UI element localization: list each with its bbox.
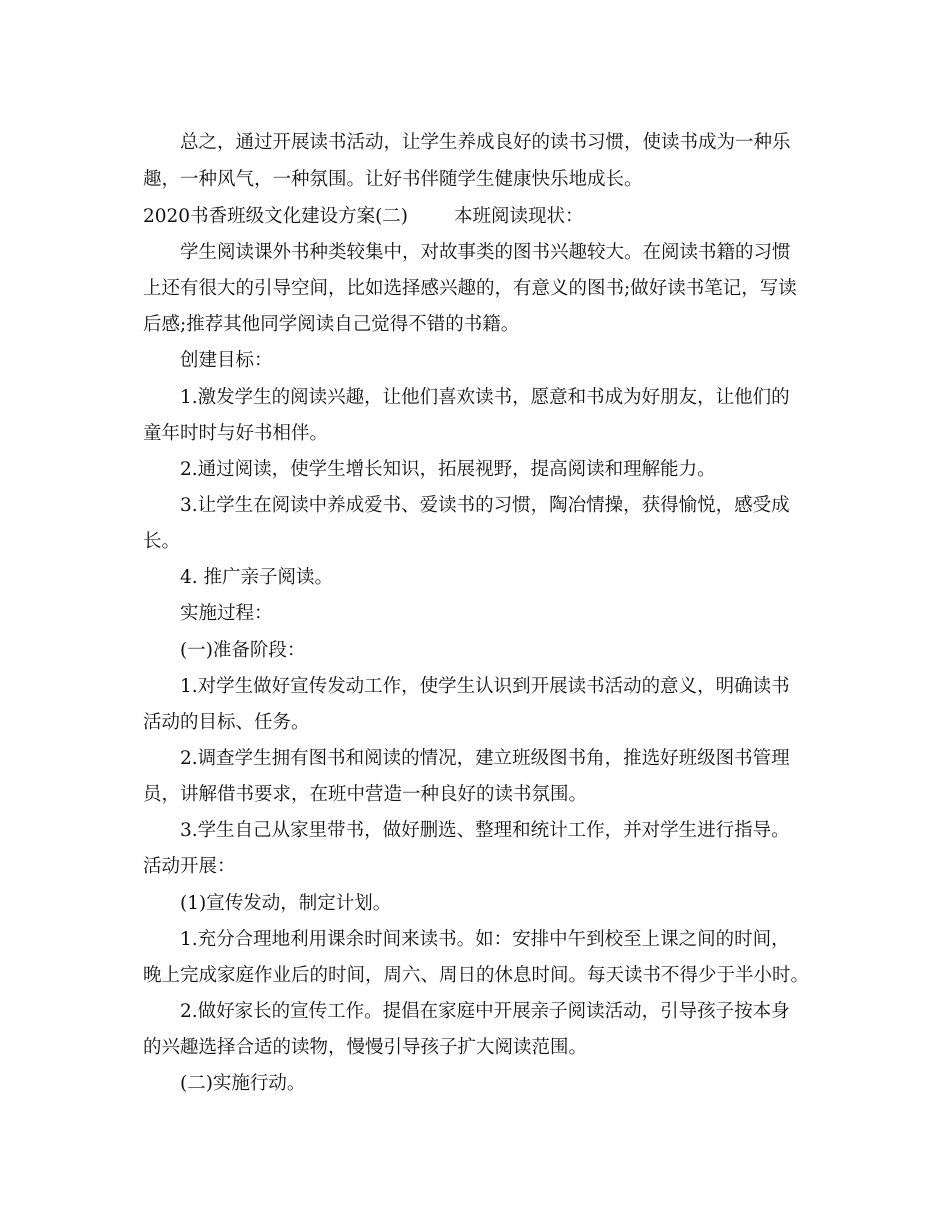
subsection-title: 本班阅读现状： xyxy=(454,206,584,227)
list-item-line: 2.调查学生拥有图书和阅读的情况，建立班级图书角，推选好班级图书管理 xyxy=(180,748,790,769)
heading-line: 实施过程： xyxy=(180,603,273,624)
paragraph-line: 总之，通过开展读书活动，让学生养成良好的读书习惯，使读书成为一种乐 xyxy=(180,132,791,153)
heading-line: 活动开展： xyxy=(143,856,236,877)
paragraph-line: 后感;推荐其他同学阅读自己觉得不错的书籍。 xyxy=(143,314,520,335)
heading-line: (一)准备阶段： xyxy=(180,640,306,661)
heading-line: (二)实施行动。 xyxy=(180,1073,306,1094)
list-item-line: 的兴趣选择合适的读物，慢慢引导孩子扩大阅读范围。 xyxy=(143,1037,588,1058)
list-item-line: 1.激发学生的阅读兴趣，让他们喜欢读书，愿意和书成为好朋友，让他们的 xyxy=(180,387,790,408)
paragraph-line: 上还有很大的引导空间，比如选择感兴趣的，有意义的图书;做好读书笔记，写读 xyxy=(143,278,797,299)
list-item-line: 长。 xyxy=(143,531,181,552)
list-item-line: 3.学生自己从家里带书，做好删选、整理和统计工作，并对学生进行指导。 xyxy=(180,820,790,841)
list-item-line: 3.让学生在阅读中养成爱书、爱读书的习惯，陶冶情操，获得愉悦，感受成 xyxy=(180,495,790,516)
section-heading-line xyxy=(143,205,584,229)
section-title: 2020书香班级文化建设方案(二) xyxy=(143,206,409,227)
paragraph-line: 学生阅读课外书种类较集中，对故事类的图书兴趣较大。在阅读书籍的习惯 xyxy=(180,242,791,263)
list-item-line: 2.通过阅读，使学生增长知识，拓展视野，提高阅读和理解能力。 xyxy=(180,459,716,480)
heading-line: (1)宣传发动，制定计划。 xyxy=(180,893,392,914)
paragraph-line: 趣，一种风气，一种氛围。让好书伴随学生健康快乐地成长。 xyxy=(143,169,643,190)
list-item-line: 2.做好家长的宣传工作。提倡在家庭中开展亲子阅读活动，引导孩子按本身 xyxy=(180,1001,790,1022)
list-item-line: 1.对学生做好宣传发动工作，使学生认识到开展读书活动的意义，明确读书 xyxy=(180,676,790,697)
list-item-line: 1.充分合理地利用课余时间来读书。如：安排中午到校至上课之间的时间， xyxy=(180,929,790,950)
list-item-line: 4. 推广亲子阅读。 xyxy=(180,567,334,588)
list-item-line: 活动的目标、任务。 xyxy=(143,712,310,733)
list-item-line: 晚上完成家庭作业后的时间，周六、周日的休息时间。每天读书不得少于半小时。 xyxy=(143,965,810,986)
heading-line: 创建目标： xyxy=(180,350,273,371)
list-item-line: 童年时时与好书相伴。 xyxy=(143,423,329,444)
list-item-line: 员，讲解借书要求，在班中营造一种良好的读书氛围。 xyxy=(143,784,588,805)
